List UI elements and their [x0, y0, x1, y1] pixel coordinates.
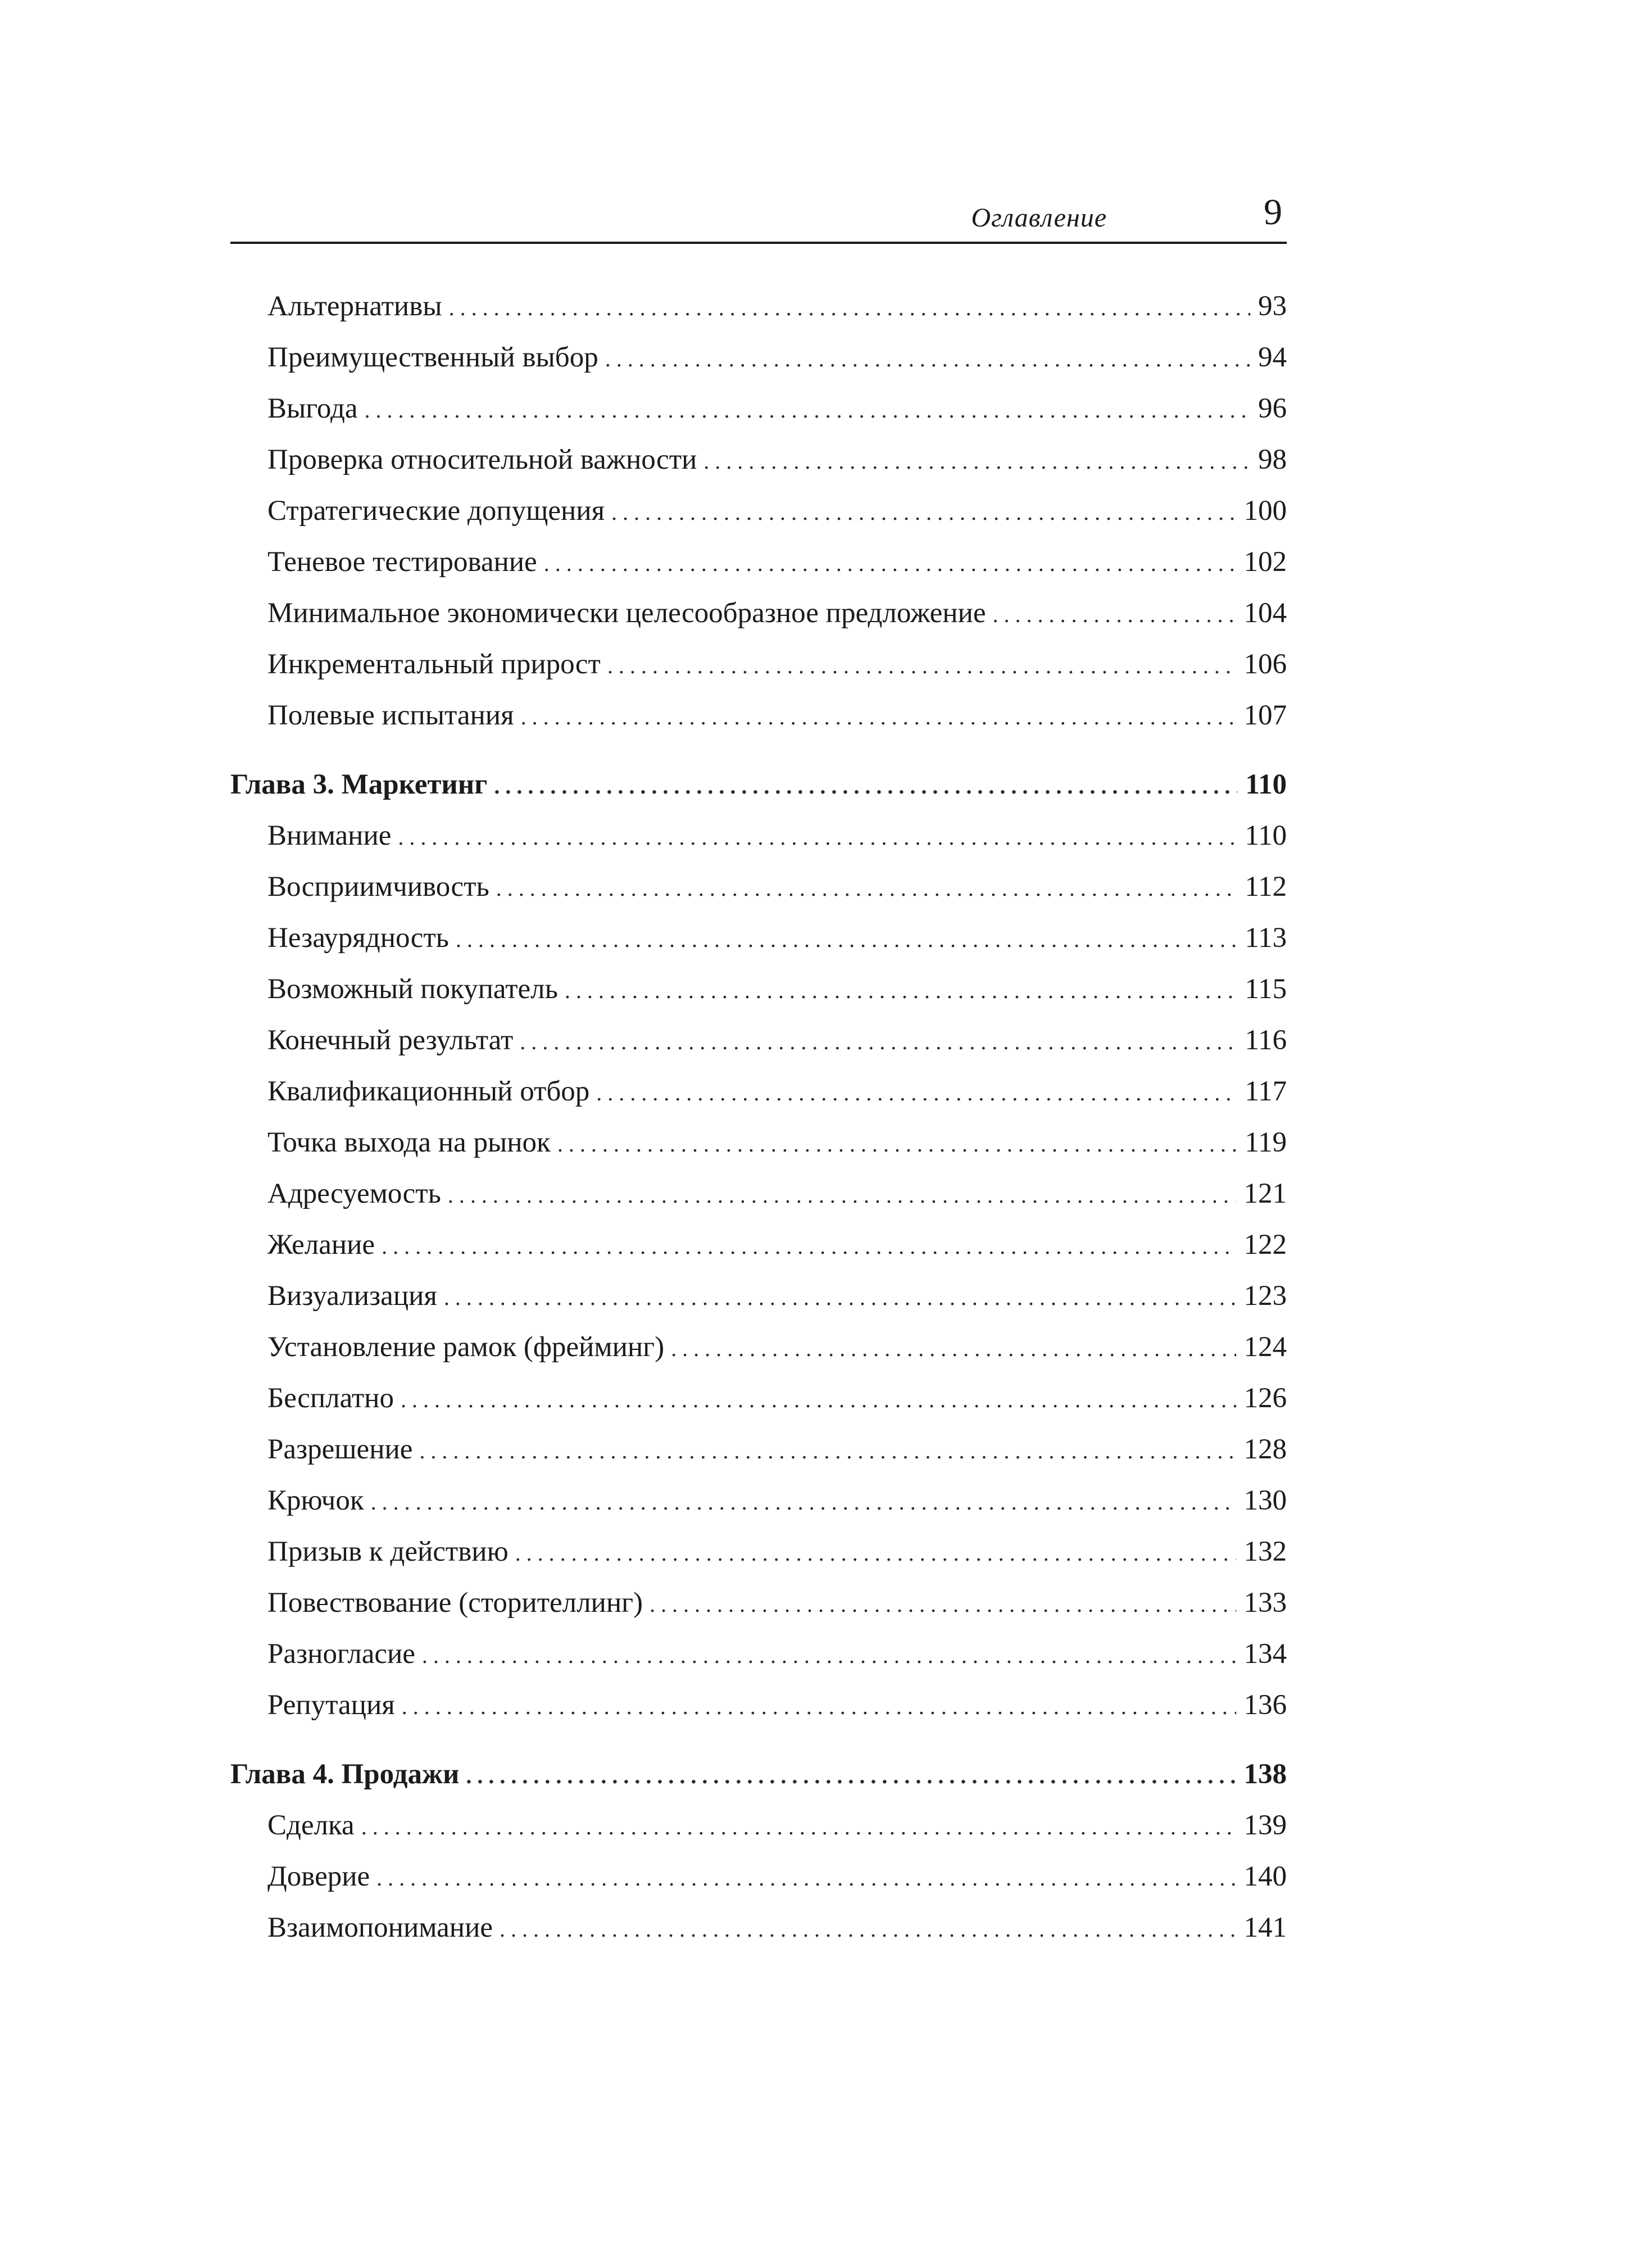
toc-entry	[230, 1271, 1287, 1322]
toc-dot-leader	[449, 282, 1250, 333]
toc-entry-page-number: 141	[1243, 1912, 1287, 1943]
toc-entry-page-number: 133	[1243, 1587, 1287, 1619]
toc-entry	[230, 537, 1287, 588]
header-rule	[230, 242, 1287, 244]
toc-entry-title: Разрешение	[267, 1434, 413, 1465]
toc-dot-leader	[671, 1323, 1236, 1374]
toc-entry-page-number: 113	[1245, 922, 1287, 954]
toc-entry	[230, 639, 1287, 690]
toc-entry	[230, 588, 1287, 639]
toc-entry	[230, 1680, 1287, 1731]
toc-dot-leader	[402, 1681, 1236, 1732]
toc-entry	[230, 1475, 1287, 1526]
toc-entry-title: Адресуемость	[267, 1178, 441, 1209]
toc-entry-page-number: 138	[1243, 1758, 1287, 1790]
toc-entry-title: Конечный результат	[267, 1025, 514, 1056]
toc-chapter-entry	[230, 1749, 1287, 1800]
toc-entry	[230, 1629, 1287, 1680]
toc-entry-title: Разногласие	[267, 1638, 415, 1670]
toc-entry	[230, 1373, 1287, 1424]
toc-dot-leader	[515, 1528, 1236, 1579]
toc-entry-page-number: 136	[1243, 1689, 1287, 1721]
toc-entry	[230, 1015, 1287, 1066]
toc-entry-page-number: 93	[1258, 291, 1287, 322]
toc-entry	[230, 383, 1287, 434]
toc-entry	[230, 332, 1287, 383]
toc-dot-leader	[419, 1425, 1236, 1476]
toc-dot-leader	[365, 384, 1250, 436]
toc-entry-page-number: 140	[1243, 1861, 1287, 1892]
toc-entry-page-number: 106	[1243, 649, 1287, 680]
toc-entry	[230, 964, 1287, 1015]
toc-entry	[230, 1322, 1287, 1373]
toc-entry	[230, 810, 1287, 862]
toc-entry-title: Восприимчивость	[267, 871, 489, 903]
toc-dot-leader	[650, 1579, 1236, 1630]
toc-dot-leader	[398, 812, 1237, 863]
toc-entry	[230, 281, 1287, 332]
toc-entry-page-number: 102	[1243, 546, 1287, 578]
toc-entry-title: Инкрементальный прирост	[267, 649, 601, 680]
toc-dot-leader	[382, 1221, 1236, 1272]
toc-entry-page-number: 124	[1243, 1331, 1287, 1363]
toc-dot-leader	[466, 1750, 1236, 1801]
toc-entry-page-number: 110	[1245, 769, 1287, 800]
toc-entry	[230, 486, 1287, 537]
toc-dot-leader	[361, 1801, 1236, 1852]
toc-dot-leader	[422, 1630, 1236, 1681]
toc-entry-title: Призыв к действию	[267, 1536, 509, 1567]
toc-entry	[230, 1220, 1287, 1271]
toc-entry-page-number: 121	[1243, 1178, 1287, 1209]
table-of-contents	[230, 281, 1287, 1954]
toc-entry-page-number: 107	[1243, 700, 1287, 731]
toc-dot-leader	[401, 1374, 1236, 1425]
toc-entry-title: Крючок	[267, 1485, 364, 1516]
toc-entry	[230, 1526, 1287, 1578]
toc-entry-page-number: 110	[1245, 820, 1287, 851]
toc-dot-leader	[557, 1118, 1237, 1170]
toc-entry	[230, 1117, 1287, 1168]
toc-entry	[230, 1168, 1287, 1220]
toc-entry	[230, 862, 1287, 913]
toc-dot-leader	[456, 914, 1237, 965]
toc-dot-leader	[371, 1476, 1236, 1528]
toc-chapter-entry	[230, 759, 1287, 810]
toc-entry	[230, 1066, 1287, 1117]
toc-entry-title: Глава 4. Продажи	[230, 1758, 460, 1790]
toc-entry-title: Квалификационный отбор	[267, 1076, 590, 1107]
toc-entry-title: Желание	[267, 1229, 375, 1261]
toc-dot-leader	[605, 333, 1250, 384]
toc-entry-page-number: 123	[1243, 1280, 1287, 1312]
toc-entry-page-number: 96	[1258, 393, 1287, 424]
toc-entry-title: Проверка относительной важности	[267, 444, 697, 475]
toc-entry-title: Незаурядность	[267, 922, 449, 954]
toc-entry-title: Доверие	[267, 1861, 370, 1892]
toc-entry-page-number: 128	[1243, 1434, 1287, 1465]
toc-dot-leader	[611, 487, 1236, 538]
toc-entry-title: Возможный покупатель	[267, 973, 558, 1005]
toc-dot-leader	[993, 589, 1236, 640]
toc-dot-leader	[496, 863, 1237, 914]
toc-entry	[230, 434, 1287, 486]
toc-entry-page-number: 98	[1258, 444, 1287, 475]
toc-entry-title: Репутация	[267, 1689, 395, 1721]
toc-entry	[230, 913, 1287, 964]
toc-dot-leader	[544, 538, 1236, 589]
toc-dot-leader	[596, 1067, 1237, 1118]
toc-dot-leader	[521, 691, 1236, 742]
page-number: 9	[1264, 192, 1282, 233]
toc-entry-title: Стратегические допущения	[267, 495, 605, 527]
toc-entry-title: Выгода	[267, 393, 358, 424]
toc-entry-page-number: 122	[1243, 1229, 1287, 1261]
toc-entry-page-number: 130	[1243, 1485, 1287, 1516]
toc-entry-title: Минимальное экономически целесообразное предложение	[267, 597, 986, 629]
toc-entry-title: Полевые испытания	[267, 700, 514, 731]
toc-entry-page-number: 132	[1243, 1536, 1287, 1567]
toc-entry	[230, 690, 1287, 741]
toc-entry-page-number: 134	[1243, 1638, 1287, 1670]
toc-dot-leader	[565, 965, 1237, 1016]
toc-entry-title: Внимание	[267, 820, 392, 851]
toc-entry-page-number: 126	[1243, 1383, 1287, 1414]
toc-entry-page-number: 139	[1243, 1810, 1287, 1841]
toc-entry-title: Бесплатно	[267, 1383, 394, 1414]
toc-entry	[230, 1424, 1287, 1475]
toc-dot-leader	[448, 1170, 1236, 1221]
toc-entry-page-number: 94	[1258, 342, 1287, 373]
toc-dot-leader	[520, 1016, 1237, 1067]
toc-entry-title: Теневое тестирование	[267, 546, 537, 578]
toc-dot-leader	[444, 1272, 1236, 1323]
toc-entry-title: Сделка	[267, 1810, 355, 1841]
toc-entry-title: Взаимопонимание	[267, 1912, 493, 1943]
toc-entry-page-number: 104	[1243, 597, 1287, 629]
toc-entry-title: Повествование (сторителлинг)	[267, 1587, 643, 1619]
toc-entry-title: Преимущественный выбор	[267, 342, 598, 373]
running-title: Оглавление	[971, 203, 1107, 233]
toc-entry-title: Глава 3. Маркетинг	[230, 769, 488, 800]
toc-entry-title: Точка выхода на рынок	[267, 1127, 551, 1158]
toc-entry-page-number: 116	[1245, 1025, 1287, 1056]
toc-entry-page-number: 115	[1245, 973, 1287, 1005]
toc-entry	[230, 1851, 1287, 1902]
toc-entry-page-number: 117	[1245, 1076, 1287, 1107]
toc-entry-page-number: 119	[1245, 1127, 1287, 1158]
toc-dot-leader	[494, 760, 1237, 812]
toc-entry	[230, 1902, 1287, 1954]
toc-entry-title: Визуализация	[267, 1280, 437, 1312]
toc-entry-title: Установление рамок (фрейминг)	[267, 1331, 665, 1363]
toc-entry-page-number: 100	[1243, 495, 1287, 527]
toc-entry-page-number: 112	[1245, 871, 1287, 903]
toc-dot-leader	[704, 436, 1250, 487]
page-header	[230, 180, 1287, 242]
toc-entry-title: Альтернативы	[267, 291, 442, 322]
toc-dot-leader	[500, 1903, 1236, 1955]
toc-entry	[230, 1800, 1287, 1851]
toc-dot-leader	[376, 1852, 1236, 1903]
toc-dot-leader	[607, 640, 1236, 691]
toc-entry	[230, 1578, 1287, 1629]
